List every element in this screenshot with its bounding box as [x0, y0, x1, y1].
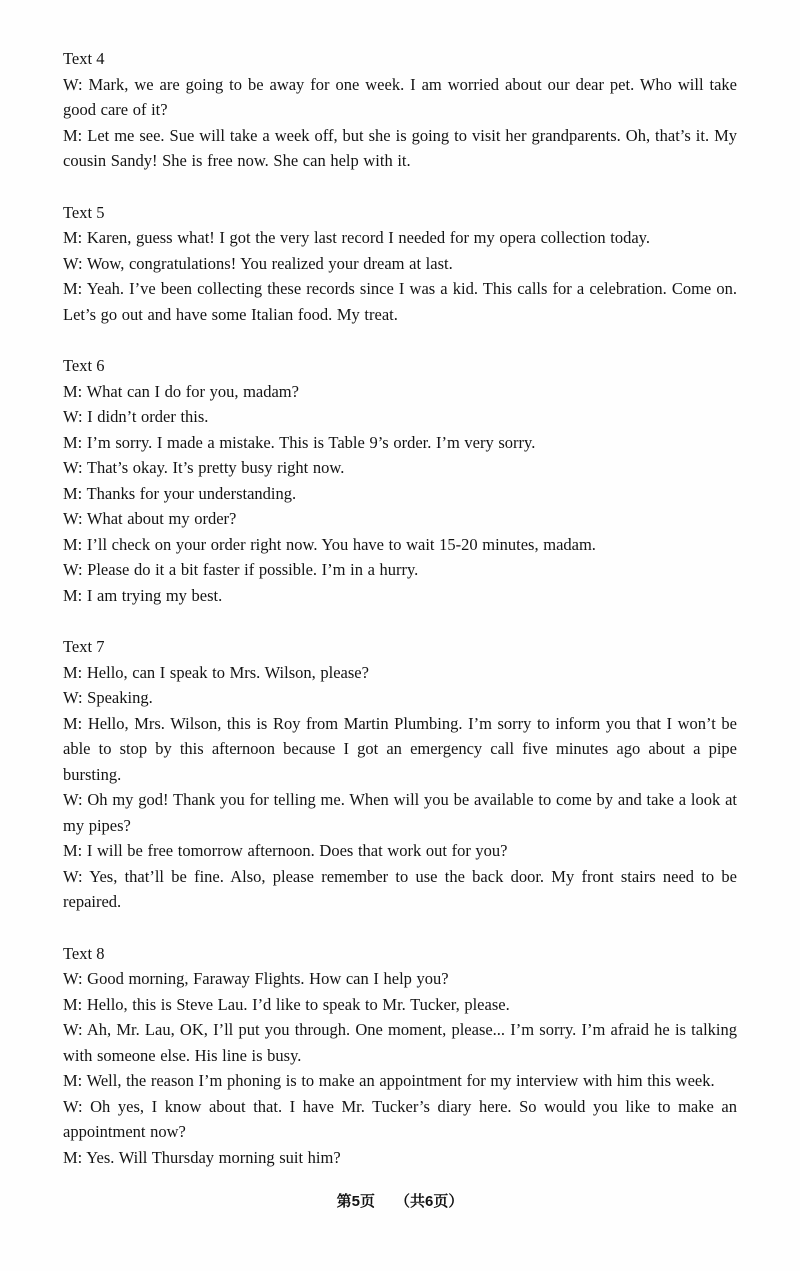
- section-text-5: [63, 200, 737, 328]
- dialogue-turn: W: What about my order?: [63, 509, 237, 528]
- dialogue-turn: M: Let me see. Sue will take a week off, but she is going to visit her grandparents. Oh, that’s it. My cousin Sandy! She is free now. She can help with it.: [63, 125, 737, 170]
- section-text-8: [63, 941, 737, 1171]
- dialogue-turn: W: Good morning, Faraway Flights. How can I help you?: [63, 969, 449, 988]
- dialogue-turn: M: Thanks for your understanding.: [63, 483, 297, 503]
- dialogue-turn: M: Hello, Mrs. Wilson, this is Roy from Martin Plumbing. I’m sorry to inform you that I won’t be able to stop by this afternoon because I got an emergency call five minutes ago about a pipe bursting.: [63, 713, 737, 784]
- section-text-4: [63, 46, 737, 174]
- section-title: Text 5: [63, 202, 105, 222]
- page-footer: [0, 1190, 800, 1211]
- dialogue-turn: W: Oh yes, I know about that. I have Mr. Tucker’s diary here. So would you like to make an appointment now?: [63, 1096, 737, 1141]
- dialogue-turn: M: Hello, can I speak to Mrs. Wilson, please?: [63, 662, 369, 682]
- dialogue-turn: M: Karen, guess what! I got the very last record I needed for my opera collection today.: [63, 228, 650, 247]
- dialogue-turn: W: I didn’t order this.: [63, 407, 209, 426]
- dialogue-turn: M: Yeah. I’ve been collecting these records since I was a kid. This calls for a celebration. Come on. Let’s go out and have some Italian food. My treat.: [63, 279, 737, 324]
- dialogue-turn: M: I’ll check on your order right now. You have to wait 15-20 minutes, madam.: [63, 534, 596, 554]
- page-number: 第5页: [336, 1193, 375, 1210]
- page-total: （共6页）: [395, 1193, 464, 1210]
- dialogue-turn: M: Yes. Will Thursday morning suit him?: [63, 1147, 341, 1167]
- dialogue-turn: M: Hello, this is Steve Lau. I’d like to speak to Mr. Tucker, please.: [63, 994, 510, 1014]
- dialogue-turn: W: Mark, we are going to be away for one week. I am worried about our dear pet. Who will take good care of it?: [63, 74, 737, 119]
- dialogue-turn: M: I will be free tomorrow afternoon. Does that work out for you?: [63, 841, 508, 860]
- dialogue-turn: W: Ah, Mr. Lau, OK, I’ll put you through. One moment, please... I’m sorry. I’m afraid he is talking with someone else. His line is busy.: [63, 1020, 737, 1065]
- dialogue-turn: W: That’s okay. It’s pretty busy right now.: [63, 458, 345, 477]
- transcript-content: [63, 46, 737, 1170]
- section-title: Text 6: [63, 356, 105, 375]
- section-text-7: [63, 634, 737, 915]
- dialogue-turn: W: Please do it a bit faster if possible. I’m in a hurry.: [63, 560, 419, 579]
- section-title: Text 4: [63, 49, 105, 68]
- dialogue-turn: W: Speaking.: [63, 688, 153, 707]
- section-text-6: [63, 353, 737, 608]
- dialogue-turn: W: Oh my god! Thank you for telling me. When will you be available to come by and take a look at my pipes?: [63, 790, 737, 835]
- dialogue-turn: M: What can I do for you, madam?: [63, 381, 299, 401]
- dialogue-turn: W: Yes, that’ll be fine. Also, please remember to use the back door. My front stairs need to be repaired.: [63, 866, 737, 911]
- dialogue-turn: W: Wow, congratulations! You realized your dream at last.: [63, 253, 453, 273]
- section-title: Text 7: [63, 637, 105, 656]
- dialogue-turn: M: I’m sorry. I made a mistake. This is Table 9’s order. I’m very sorry.: [63, 432, 536, 452]
- dialogue-turn: M: Well, the reason I’m phoning is to make an appointment for my interview with him this week.: [63, 1071, 715, 1090]
- section-title: Text 8: [63, 943, 105, 963]
- dialogue-turn: M: I am trying my best.: [63, 585, 223, 605]
